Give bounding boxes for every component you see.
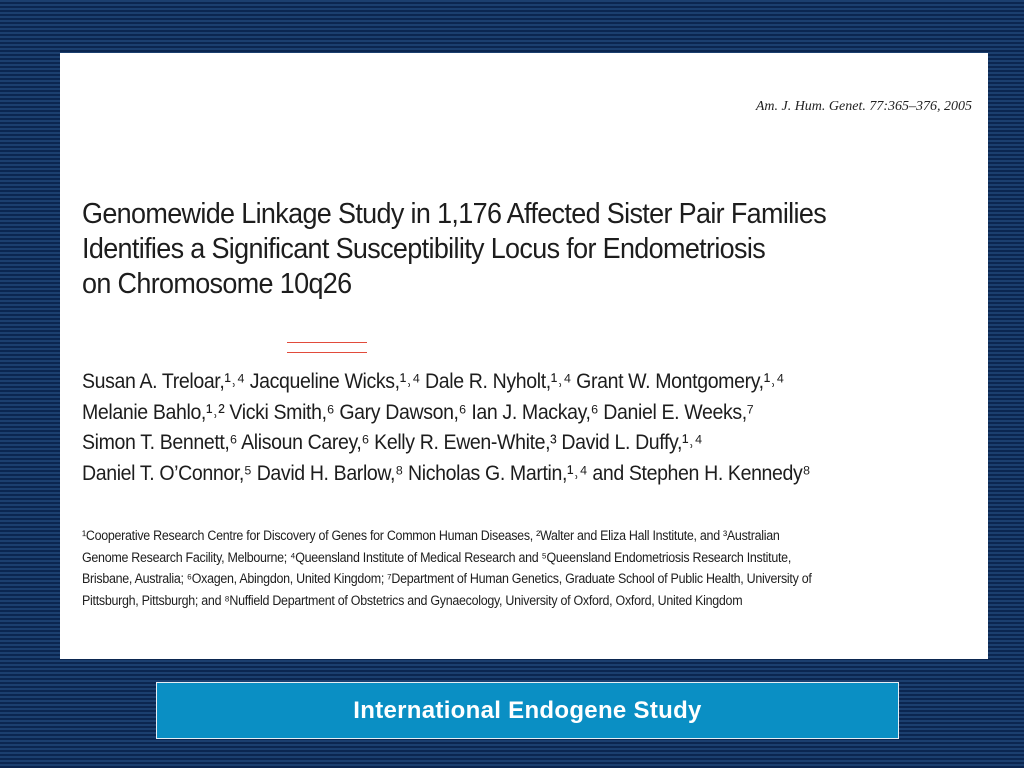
banner-title: International Endogene Study [353, 696, 702, 724]
author-line: Susan A. Treloar,¹˒⁴ Jacqueline Wicks,¹˒⁴ Dale R. Nyholt,¹˒⁴ Grant W. Montgomery,¹˒⁴ [82, 370, 784, 393]
author-line: Daniel T. O’Connor,⁵ David H. Barlow,⁸ Nicholas G. Martin,¹˒⁴ and Stephen H. Kennedy⁸ [82, 461, 811, 485]
title-line: Identifies a Significant Susceptibility Locus for Endometriosis [82, 233, 766, 265]
author-line: Simon T. Bennett,⁶ Alisoun Carey,⁶ Kelly R. Ewen-White,³ David L. Duffy,¹˒⁴ [82, 431, 703, 454]
journal-citation: Am. J. Hum. Genet. 77:365–376, 2005 [755, 99, 972, 114]
title-line: on Chromosome 10q26 [82, 268, 352, 300]
affiliation-line: Brisbane, Australia; ⁶Oxagen, Abingdon, United Kingdom; ⁷Department of Human Genetics, Graduate School of Public Health, University of [82, 571, 812, 587]
affiliation-line: Genome Research Facility, Melbourne; ⁴Queensland Institute of Medical Research and ⁵Queensland Endometriosis Research Institute, [82, 549, 792, 565]
affiliation-line: ¹Cooperative Research Centre for Discovery of Genes for Common Human Diseases, ²Walter and Eliza Hall Institute, and ³Australian [82, 528, 780, 543]
highlight-underline [287, 342, 367, 353]
paper-excerpt [60, 53, 988, 659]
affiliation-line: Pittsburgh, Pittsburgh; and ⁸Nuffield Department of Obstetrics and Gynaecology, University of Oxford, Oxford, United Kingdom [82, 593, 743, 609]
author-line: Melanie Bahlo,¹˒² Vicki Smith,⁶ Gary Dawson,⁶ Ian J. Mackay,⁶ Daniel E. Weeks,⁷ [82, 400, 754, 424]
study-banner [156, 682, 899, 739]
title-line: Genomewide Linkage Study in 1,176 Affected Sister Pair Families [82, 198, 827, 230]
affiliation-list [82, 525, 919, 612]
paper-title [82, 197, 900, 302]
author-list [82, 367, 900, 489]
